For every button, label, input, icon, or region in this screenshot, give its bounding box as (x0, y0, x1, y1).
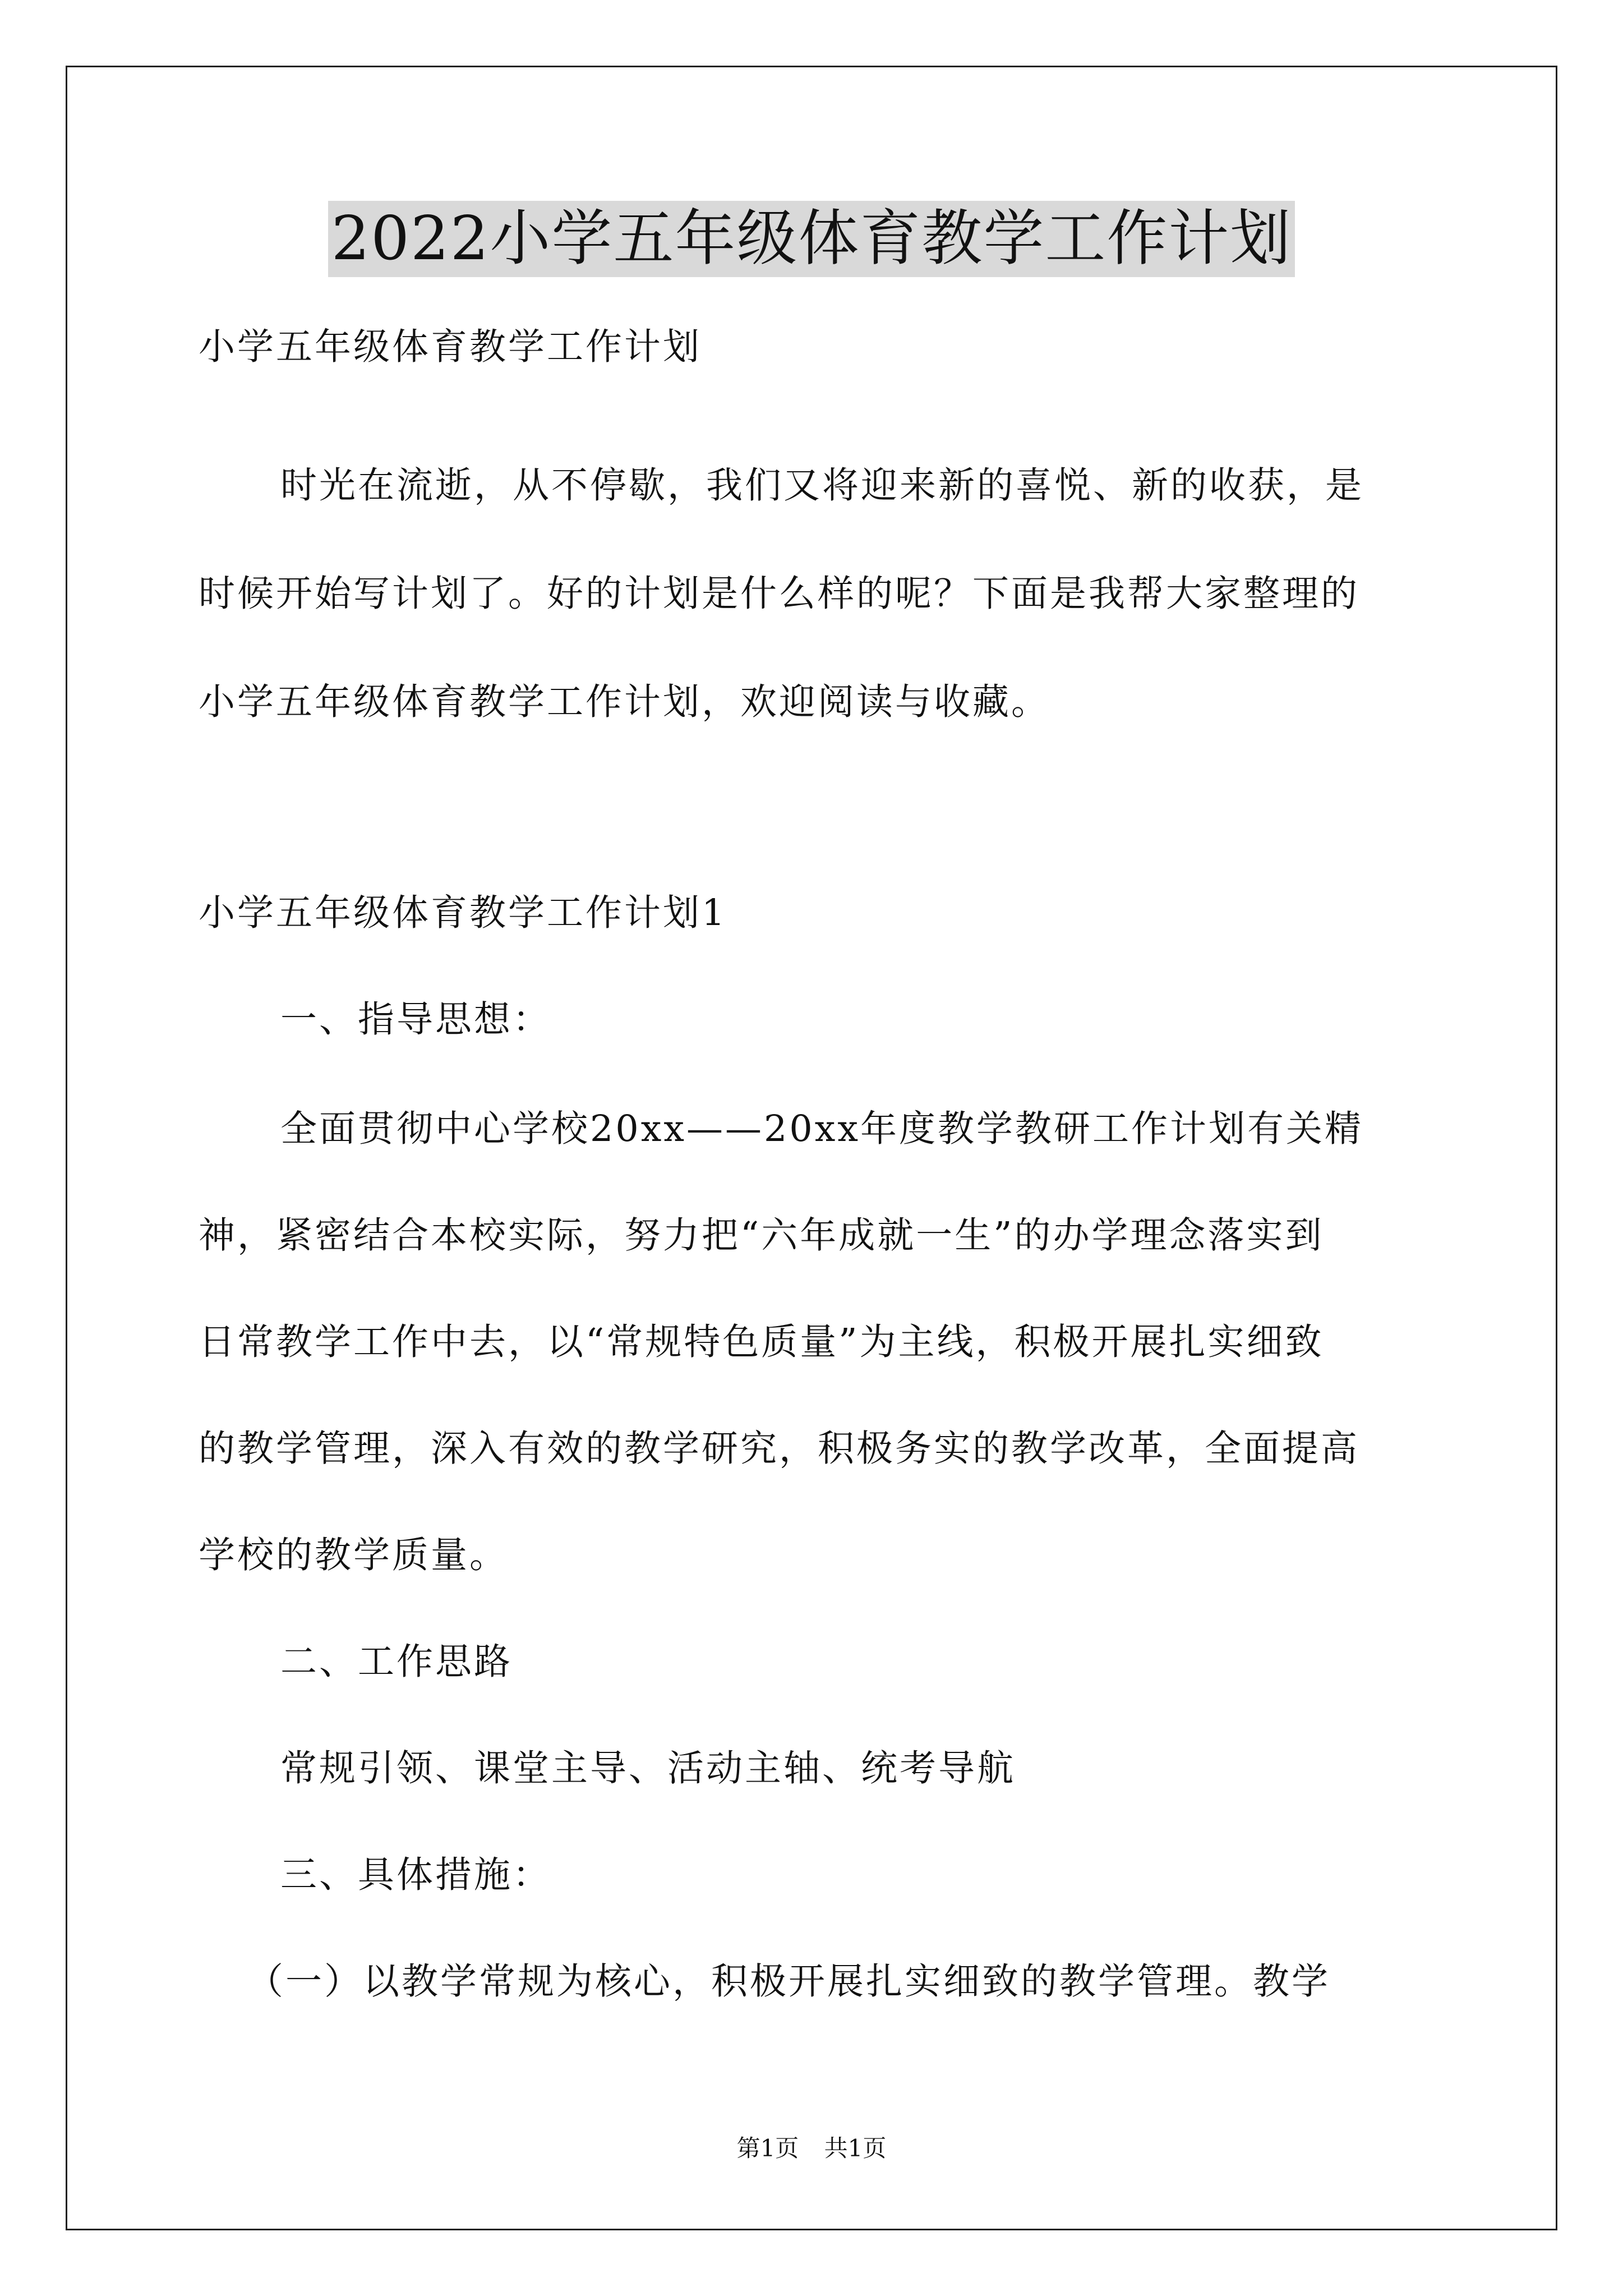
page-number-current: 第1页 (736, 2134, 799, 2162)
paragraph-line: 日常教学工作中去，以“常规特色质量”为主线，积极开展扎实细致 (199, 1321, 1324, 1363)
heading-work-approach: 二、工作思路 (280, 1641, 513, 1683)
intro-line: 时候开始写计划了。好的计划是什么样的呢？下面是我帮大家整理的 (199, 573, 1360, 615)
page-footer (0, 2132, 1623, 2165)
intro-line: 小学五年级体育教学工作计划，欢迎阅读与收藏。 (199, 681, 1050, 723)
page-number-total: 共1页 (824, 2134, 887, 2162)
title-container (0, 201, 1623, 277)
section-title: 小学五年级体育教学工作计划1 (199, 892, 727, 934)
paragraph-line: （一）以教学常规为核心，积极开展扎实细致的教学管理。教学 (247, 1961, 1331, 2003)
document-subtitle: 小学五年级体育教学工作计划 (199, 326, 702, 368)
paragraph-line: 学校的教学质量。 (199, 1534, 509, 1576)
document-title: 2022小学五年级体育教学工作计划 (328, 201, 1295, 277)
paragraph-line: 神，紧密结合本校实际，努力把“六年成就一生”的办学理念落实到 (199, 1214, 1324, 1257)
paragraph-line: 常规引领、课堂主导、活动主轴、统考导航 (280, 1747, 1016, 1789)
heading-measures: 三、具体措施： (280, 1854, 552, 1896)
intro-line: 时光在流逝，从不停歇，我们又将迎来新的喜悦、新的收获，是 (280, 464, 1364, 507)
paragraph-line: 的教学管理，深入有效的教学研究，积极务实的教学改革，全面提高 (199, 1428, 1360, 1470)
heading-guiding-thought: 一、指导思想： (280, 999, 552, 1041)
paragraph-line: 全面贯彻中心学校20xx——20xx年度教学教研工作计划有关精 (280, 1108, 1364, 1150)
